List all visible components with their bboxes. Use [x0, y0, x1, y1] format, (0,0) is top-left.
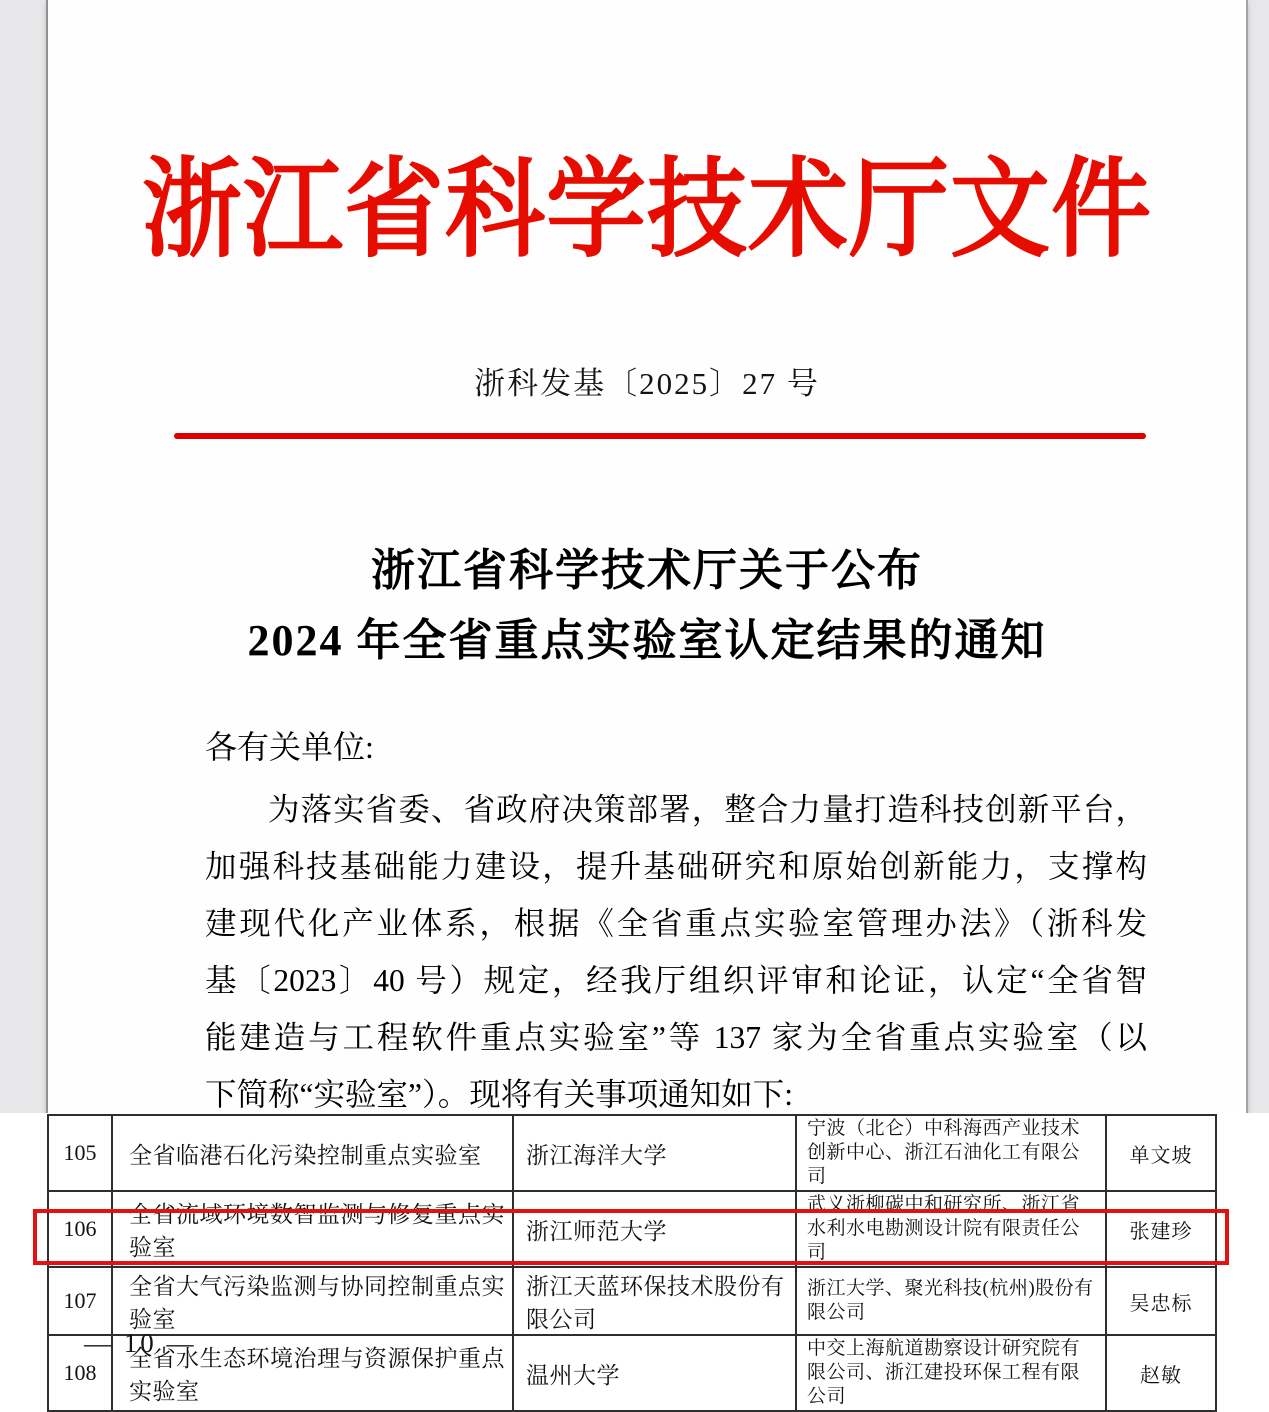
body-paragraph — [205, 781, 1147, 1123]
document-page — [46, 0, 1248, 1113]
notice-title-line1: 浙江省科学技术厅关于公布 — [371, 546, 923, 595]
partner-org-cell: 武义浙柳碳中和研究所、浙江省水利水电勘测设计院有限责任公司 — [796, 1191, 1106, 1267]
host-org-cell: 浙江海洋大学 — [513, 1115, 796, 1191]
director-cell: 赵敏 — [1106, 1335, 1216, 1411]
table-row — [48, 1115, 1216, 1191]
host-org-cell: 浙江师范大学 — [513, 1191, 796, 1267]
row-number-cell: 105 — [48, 1115, 112, 1191]
partner-org-cell: 宁波（北仑）中科海西产业技术创新中心、浙江石油化工有限公司 — [796, 1115, 1106, 1191]
partner-org-cell: 中交上海航道勘察设计研究院有限公司、浙江建投环保工程有限公司 — [796, 1335, 1106, 1411]
row-number-cell: 107 — [48, 1267, 112, 1335]
table-row — [48, 1335, 1216, 1411]
body-line: 基〔2023〕40 号）规定，经我厅组织评审和论证，认定“全省智 — [205, 963, 1147, 998]
lab-name-cell: 全省流域环境数智监测与修复重点实验室 — [112, 1191, 513, 1267]
lab-name-cell: 全省大气污染监测与协同控制重点实验室 — [112, 1267, 513, 1335]
body-line: 为落实省委、省政府决策部署，整合力量打造科技创新平台， — [268, 792, 1147, 827]
body-line: 能建造与工程软件重点实验室”等 137 家为全省重点实验室（以 — [205, 1020, 1147, 1055]
table-row-highlighted — [48, 1267, 1216, 1335]
director-cell: 吴忠标 — [1106, 1267, 1216, 1335]
row-number-cell: 106 — [48, 1191, 112, 1267]
director-cell: 单文坡 — [1106, 1115, 1216, 1191]
results-table — [47, 1114, 1217, 1412]
director-cell: 张建珍 — [1106, 1191, 1216, 1267]
document-number: 浙科发基〔2025〕27 号 — [474, 366, 820, 401]
row-number-cell: 108 — [48, 1335, 112, 1411]
body-line: 建现代化产业体系，根据《全省重点实验室管理办法》（浙科发 — [205, 906, 1147, 941]
lab-name-cell: 全省水生态环境治理与资源保护重点实验室 — [112, 1335, 513, 1411]
notice-title-line2: 2024 年全省重点实验室认定结果的通知 — [247, 616, 1047, 665]
partner-org-cell: 浙江大学、聚光科技(杭州)股份有限公司 — [796, 1267, 1106, 1335]
salutation: 各有关单位: — [205, 729, 374, 765]
host-org-cell: 浙江天蓝环保技术股份有限公司 — [513, 1267, 796, 1335]
letterhead-title: 浙江省科学技术厅文件 — [142, 150, 1152, 271]
host-org-cell: 温州大学 — [513, 1335, 796, 1411]
body-line: 下简称“实验室”）。现将有关事项通知如下: — [205, 1077, 793, 1112]
red-separator-rule — [174, 433, 1146, 439]
body-line: 加强科技基础能力建设，提升基础研究和原始创新能力，支撑构 — [205, 849, 1147, 884]
lab-name-cell: 全省临港石化污染控制重点实验室 — [112, 1115, 513, 1191]
page-number: — 10 — — [84, 1328, 197, 1358]
table-row — [48, 1191, 1216, 1267]
